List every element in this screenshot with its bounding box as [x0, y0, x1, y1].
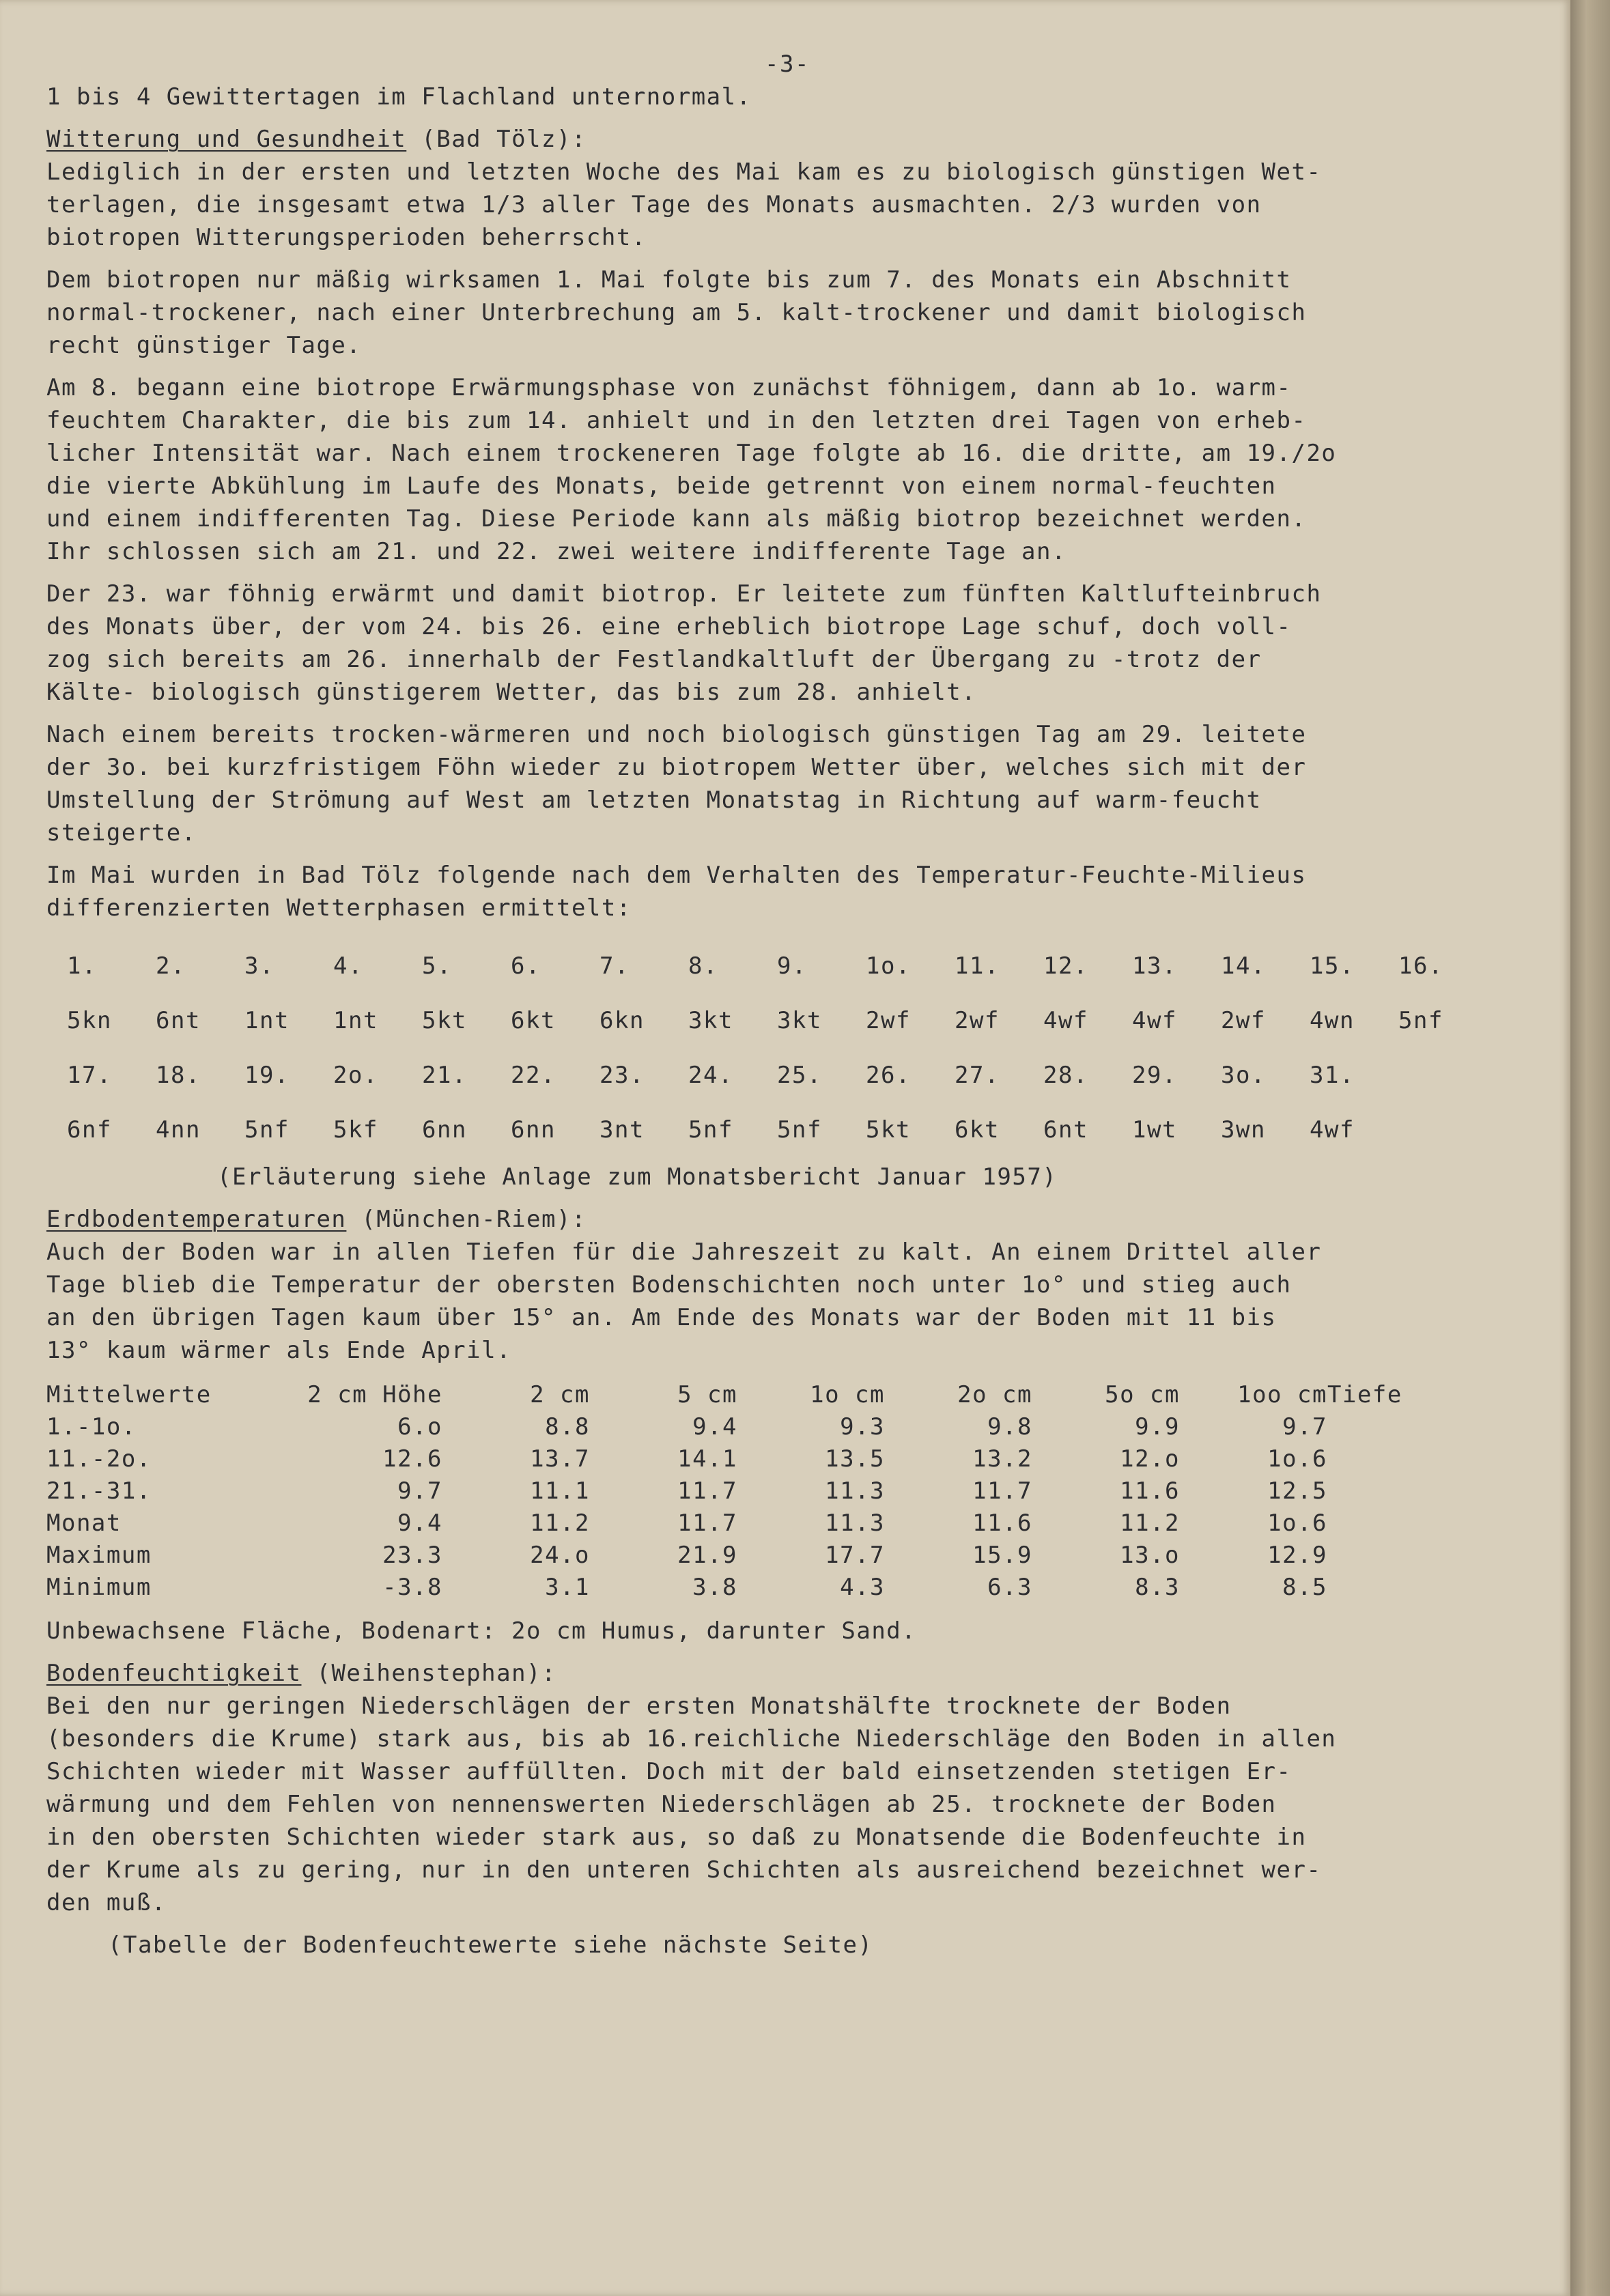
table-cell: 9.7: [1282, 1413, 1327, 1441]
phase-code: 5kn: [67, 1007, 112, 1034]
text-line: Auch der Boden war in allen Tiefen für die Jahreszeit zu kalt. An einem Drittel aller: [46, 1238, 1322, 1266]
text-line: Schichten wieder mit Wasser auffüllten. Doch mit der bald einsetzenden stetigen Er-: [46, 1758, 1292, 1785]
phase-day: 15.: [1310, 952, 1355, 980]
erdboden-paragraph: [46, 1236, 1555, 1367]
table-cell: 8.8: [545, 1413, 590, 1441]
text-line: (besonders die Krume) stark aus, bis ab 16.reichliche Niederschläge den Boden in allen: [46, 1725, 1337, 1753]
table-cell: 12.5: [1267, 1477, 1327, 1505]
row-label: 1.-1o.: [46, 1413, 137, 1441]
row-label: 11.-2o.: [46, 1445, 152, 1473]
table-cell: 6.3: [987, 1574, 1032, 1601]
phase-code: 6nt: [156, 1007, 201, 1034]
phase-code: 4wf: [1132, 1007, 1177, 1034]
weather-phase-grid: [46, 942, 1555, 1154]
phase-day: 1.: [67, 952, 97, 980]
document-content: [46, 48, 1555, 1961]
text-line: Nach einem bereits trocken-wärmeren und noch biologisch günstigen Tag am 29. leitete: [46, 721, 1307, 748]
phase-code: 5nf: [688, 1116, 733, 1144]
table-row: [46, 1443, 1464, 1475]
phase-code: 6kt: [955, 1116, 1000, 1144]
phase-day: 13.: [1132, 952, 1177, 980]
bodenfeuchte-paragraph: [46, 1690, 1555, 1919]
text-line: biotropen Witterungsperioden beherrscht.: [46, 224, 647, 251]
section-bodenfeuchte-heading: [46, 1657, 1555, 1690]
row-label: Monat: [46, 1510, 122, 1537]
text-line: wärmung und dem Fehlen von nennenswerten Niederschlägen ab 25. trocknete der Boden: [46, 1791, 1277, 1818]
table-cell: 3.8: [692, 1574, 737, 1601]
phase-note: (Erläuterung siehe Anlage zum Monatsbericht Januar 1957): [217, 1163, 1058, 1191]
table-cell: 23.3: [382, 1542, 442, 1569]
table-header: 5o cm: [1105, 1381, 1180, 1408]
table-cell: 11.2: [1120, 1510, 1180, 1537]
text-line: steigerte.: [46, 819, 197, 847]
table-cell: 11.6: [1120, 1477, 1180, 1505]
phase-code: 1nt: [333, 1007, 378, 1034]
table-cell: 12.6: [382, 1445, 442, 1473]
phase-day: 25.: [777, 1062, 822, 1089]
table-row: [46, 1411, 1464, 1443]
text-line: an den übrigen Tagen kaum über 15° an. Am Ende des Monats war der Boden mit 11 bis: [46, 1304, 1277, 1331]
table-cell: 11.7: [677, 1510, 737, 1537]
phase-day: 12.: [1043, 952, 1088, 980]
text-line: der Krume als zu gering, nur in den unteren Schichten als ausreichend bezeichnet wer-: [46, 1856, 1322, 1884]
phase-day: 2o.: [333, 1062, 378, 1089]
soil-temperature-table: [46, 1379, 1464, 1604]
table-cell: 9.4: [397, 1510, 442, 1537]
text-line: den muß.: [46, 1889, 167, 1916]
heading-location: (Weihenstephan):: [301, 1660, 556, 1687]
paragraph-1: [46, 156, 1555, 254]
paragraph-3: [46, 371, 1555, 568]
phase-day: 22.: [511, 1062, 556, 1089]
row-label: Minimum: [46, 1574, 152, 1601]
phase-code: 4wf: [1310, 1116, 1355, 1144]
phase-code: 5nf: [1398, 1007, 1443, 1034]
table-cell: 24.o: [530, 1542, 590, 1569]
phase-day: 27.: [955, 1062, 1000, 1089]
phase-code: 3nt: [599, 1116, 645, 1144]
table-cell: 13.5: [825, 1445, 885, 1473]
phase-code: 6nn: [511, 1116, 556, 1144]
empty-cell: [1327, 1443, 1464, 1475]
phase-code: 3kt: [688, 1007, 733, 1034]
table-cell: 9.8: [987, 1413, 1032, 1441]
table-row: [46, 1475, 1464, 1507]
text-line: des Monats über, der vom 24. bis 26. eine erheblich biotrope Lage schuf, doch voll-: [46, 613, 1292, 640]
table-header: 2 cm: [530, 1381, 590, 1408]
phase-day: 14.: [1221, 952, 1266, 980]
table-row: [46, 1507, 1464, 1540]
table-cell: 11.3: [825, 1477, 885, 1505]
text-line: differenzierten Wetterphasen ermittelt:: [46, 894, 632, 922]
text-line: terlagen, die insgesamt etwa 1/3 aller Tage des Monats ausmachten. 2/3 wurden von: [46, 191, 1262, 218]
phase-code: 2wf: [1221, 1007, 1266, 1034]
phase-day: 21.: [422, 1062, 467, 1089]
text-line: und einem indifferenten Tag. Diese Periode kann als mäßig biotrop bezeichnet werden.: [46, 505, 1307, 533]
intro-line: 1 bis 4 Gewittertagen im Flachland unternormal.: [46, 83, 752, 111]
text-line: der 3o. bei kurzfristigem Föhn wieder zu biotropem Wetter über, welches sich mit der: [46, 754, 1307, 781]
phase-code: 5kt: [866, 1116, 911, 1144]
soil-type-note: Unbewachsene Fläche, Bodenart: 2o cm Humus, darunter Sand.: [46, 1617, 917, 1645]
phase-code: 3kt: [777, 1007, 822, 1034]
phase-day: 6.: [511, 952, 541, 980]
row-label: Maximum: [46, 1542, 152, 1569]
phase-day: 26.: [866, 1062, 911, 1089]
empty-cell: [1378, 1051, 1467, 1099]
table-header: 1oo cm: [1237, 1381, 1327, 1408]
phase-day: 3o.: [1221, 1062, 1266, 1089]
text-line: Der 23. war föhnig erwärmt und damit biotrop. Er leitete zum fünften Kaltlufteinbruch: [46, 580, 1322, 608]
table-cell: 13.2: [972, 1445, 1032, 1473]
table-cell: 13.7: [530, 1445, 590, 1473]
empty-cell: [1327, 1475, 1464, 1507]
table-header: 2 cm Höhe: [307, 1381, 442, 1408]
table-header: Mittelwerte: [46, 1381, 212, 1408]
table-row: [46, 1540, 1464, 1572]
text-line: Tage blieb die Temperatur der obersten Bodenschichten noch unter 1o° und stieg auch: [46, 1271, 1292, 1299]
table-cell: 9.7: [397, 1477, 442, 1505]
section-witterung-heading: [46, 123, 1555, 156]
text-line: Dem biotropen nur mäßig wirksamen 1. Mai folgte bis zum 7. des Monats ein Abschnitt: [46, 266, 1292, 294]
next-page-note: (Tabelle der Bodenfeuchtewerte siehe nächste Seite): [108, 1931, 873, 1959]
table-header: 5 cm: [677, 1381, 737, 1408]
phase-code: 4nn: [156, 1116, 201, 1144]
text-line: licher Intensität war. Nach einem trockeneren Tage folgte ab 16. die dritte, am 19./2o: [46, 440, 1337, 467]
phase-day: 5.: [422, 952, 452, 980]
row-label: 21.-31.: [46, 1477, 152, 1505]
paragraph-6: [46, 859, 1555, 924]
table-cell: 12.9: [1267, 1542, 1327, 1569]
phase-day: 31.: [1310, 1062, 1355, 1089]
table-cell: 11.6: [972, 1510, 1032, 1537]
paragraph-2: [46, 264, 1555, 362]
phase-code: 6kt: [511, 1007, 556, 1034]
phase-day: 2.: [156, 952, 186, 980]
table-cell: 11.7: [972, 1477, 1032, 1505]
text-line: normal-trockener, nach einer Unterbrechung am 5. kalt-trockener und damit biologisch: [46, 299, 1307, 326]
phase-day: 4.: [333, 952, 363, 980]
text-line: die vierte Abkühlung im Laufe des Monats, beide getrennt von einem normal-feuchten: [46, 472, 1277, 500]
table-cell: 8.5: [1282, 1574, 1327, 1601]
table-cell: 13.o: [1120, 1542, 1180, 1569]
heading-location: (München-Riem):: [346, 1206, 587, 1233]
phase-day: 9.: [777, 952, 807, 980]
phase-code: 2wf: [866, 1007, 911, 1034]
section-erdboden-heading: [46, 1203, 1555, 1236]
phase-day: 3.: [244, 952, 274, 980]
text-line: Am 8. begann eine biotrope Erwärmungsphase von zunächst föhnigem, dann ab 1o. warm-: [46, 374, 1292, 401]
table-cell: 11.2: [530, 1510, 590, 1537]
phase-day: 18.: [156, 1062, 201, 1089]
phase-code: 1wt: [1132, 1116, 1177, 1144]
phase-code: 5kf: [333, 1116, 378, 1144]
phase-day: 23.: [599, 1062, 645, 1089]
text-line: Bei den nur geringen Niederschlägen der ersten Monatshälfte trocknete der Boden: [46, 1692, 1232, 1720]
phase-day: 7.: [599, 952, 630, 980]
text-line: zog sich bereits am 26. innerhalb der Festlandkaltluft der Übergang zu -trotz der: [46, 646, 1262, 673]
phase-code: 2wf: [955, 1007, 1000, 1034]
empty-cell: [1327, 1540, 1464, 1572]
phase-code: 1nt: [244, 1007, 289, 1034]
table-cell: 1o.6: [1267, 1510, 1327, 1537]
table-cell: 11.1: [530, 1477, 590, 1505]
text-line: Im Mai wurden in Bad Tölz folgende nach dem Verhalten des Temperatur-Feuchte-Milieus: [46, 862, 1307, 889]
text-line: Umstellung der Strömung auf West am letzten Monatstag in Richtung auf warm-feucht: [46, 786, 1262, 814]
phase-day: 8.: [688, 952, 718, 980]
text-line: 13° kaum wärmer als Ende April.: [46, 1337, 512, 1364]
phase-day: 29.: [1132, 1062, 1177, 1089]
table-cell: 3.1: [545, 1574, 590, 1601]
phase-day: 28.: [1043, 1062, 1088, 1089]
table-cell: 9.9: [1135, 1413, 1180, 1441]
heading-location: (Bad Tölz):: [406, 126, 587, 153]
table-cell: 9.4: [692, 1413, 737, 1441]
text-line: Ihr schlossen sich am 21. und 22. zwei weitere indifferente Tage an.: [46, 538, 1067, 565]
table-cell: 14.1: [677, 1445, 737, 1473]
table-header: Tiefe: [1327, 1381, 1402, 1408]
phase-day: 16.: [1398, 952, 1443, 980]
table-header-row: [46, 1379, 1464, 1411]
table-header: 2o cm: [957, 1381, 1032, 1408]
table-cell: 1o.6: [1267, 1445, 1327, 1473]
table-cell: -3.8: [382, 1574, 442, 1601]
phase-code: 6nt: [1043, 1116, 1088, 1144]
text-line: Kälte- biologisch günstigerem Wetter, das bis zum 28. anhielt.: [46, 679, 977, 706]
empty-cell: [1327, 1411, 1464, 1443]
page-edge: [1570, 0, 1610, 2296]
table-cell: 21.9: [677, 1542, 737, 1569]
phase-day: 1o.: [866, 952, 911, 980]
phase-day: 17.: [67, 1062, 112, 1089]
phase-code: 5nf: [777, 1116, 822, 1144]
empty-cell: [1378, 1106, 1467, 1154]
heading-text: Bodenfeuchtigkeit: [46, 1660, 302, 1687]
empty-cell: [1327, 1507, 1464, 1540]
phase-code: 6nn: [422, 1116, 467, 1144]
heading-text: Witterung und Gesundheit: [46, 126, 407, 153]
table-cell: 6.o: [397, 1413, 442, 1441]
table-cell: 11.7: [677, 1477, 737, 1505]
phase-code: 6kn: [599, 1007, 645, 1034]
phase-code: 4wf: [1043, 1007, 1088, 1034]
table-cell: 4.3: [840, 1574, 885, 1601]
phase-code: 5kt: [422, 1007, 467, 1034]
phase-day: 19.: [244, 1062, 289, 1089]
phase-code: 5nf: [244, 1116, 289, 1144]
table-cell: 9.3: [840, 1413, 885, 1441]
page-number: -3-: [765, 51, 810, 78]
phase-day: 11.: [955, 952, 1000, 980]
text-line: recht günstiger Tage.: [46, 332, 362, 359]
phase-day: 24.: [688, 1062, 733, 1089]
table-header: 1o cm: [810, 1381, 885, 1408]
heading-text: Erdbodentemperaturen: [46, 1206, 347, 1233]
table-cell: 15.9: [972, 1542, 1032, 1569]
paragraph-5: [46, 718, 1555, 849]
table-cell: 8.3: [1135, 1574, 1180, 1601]
phase-code: 3wn: [1221, 1116, 1266, 1144]
phase-code: 4wn: [1310, 1007, 1355, 1034]
text-line: Lediglich in der ersten und letzten Woche des Mai kam es zu biologisch günstigen Wet-: [46, 158, 1322, 186]
table-row: [46, 1572, 1464, 1604]
table-cell: 11.3: [825, 1510, 885, 1537]
table-cell: 12.o: [1120, 1445, 1180, 1473]
text-line: in den obersten Schichten wieder stark aus, so daß zu Monatsende die Bodenfeuchte in: [46, 1824, 1307, 1851]
phase-code: 6nf: [67, 1116, 112, 1144]
text-line: feuchtem Charakter, die bis zum 14. anhielt und in den letzten drei Tagen von erheb-: [46, 407, 1307, 434]
table-cell: 17.7: [825, 1542, 885, 1569]
empty-cell: [1327, 1572, 1464, 1604]
paragraph-4: [46, 578, 1555, 709]
